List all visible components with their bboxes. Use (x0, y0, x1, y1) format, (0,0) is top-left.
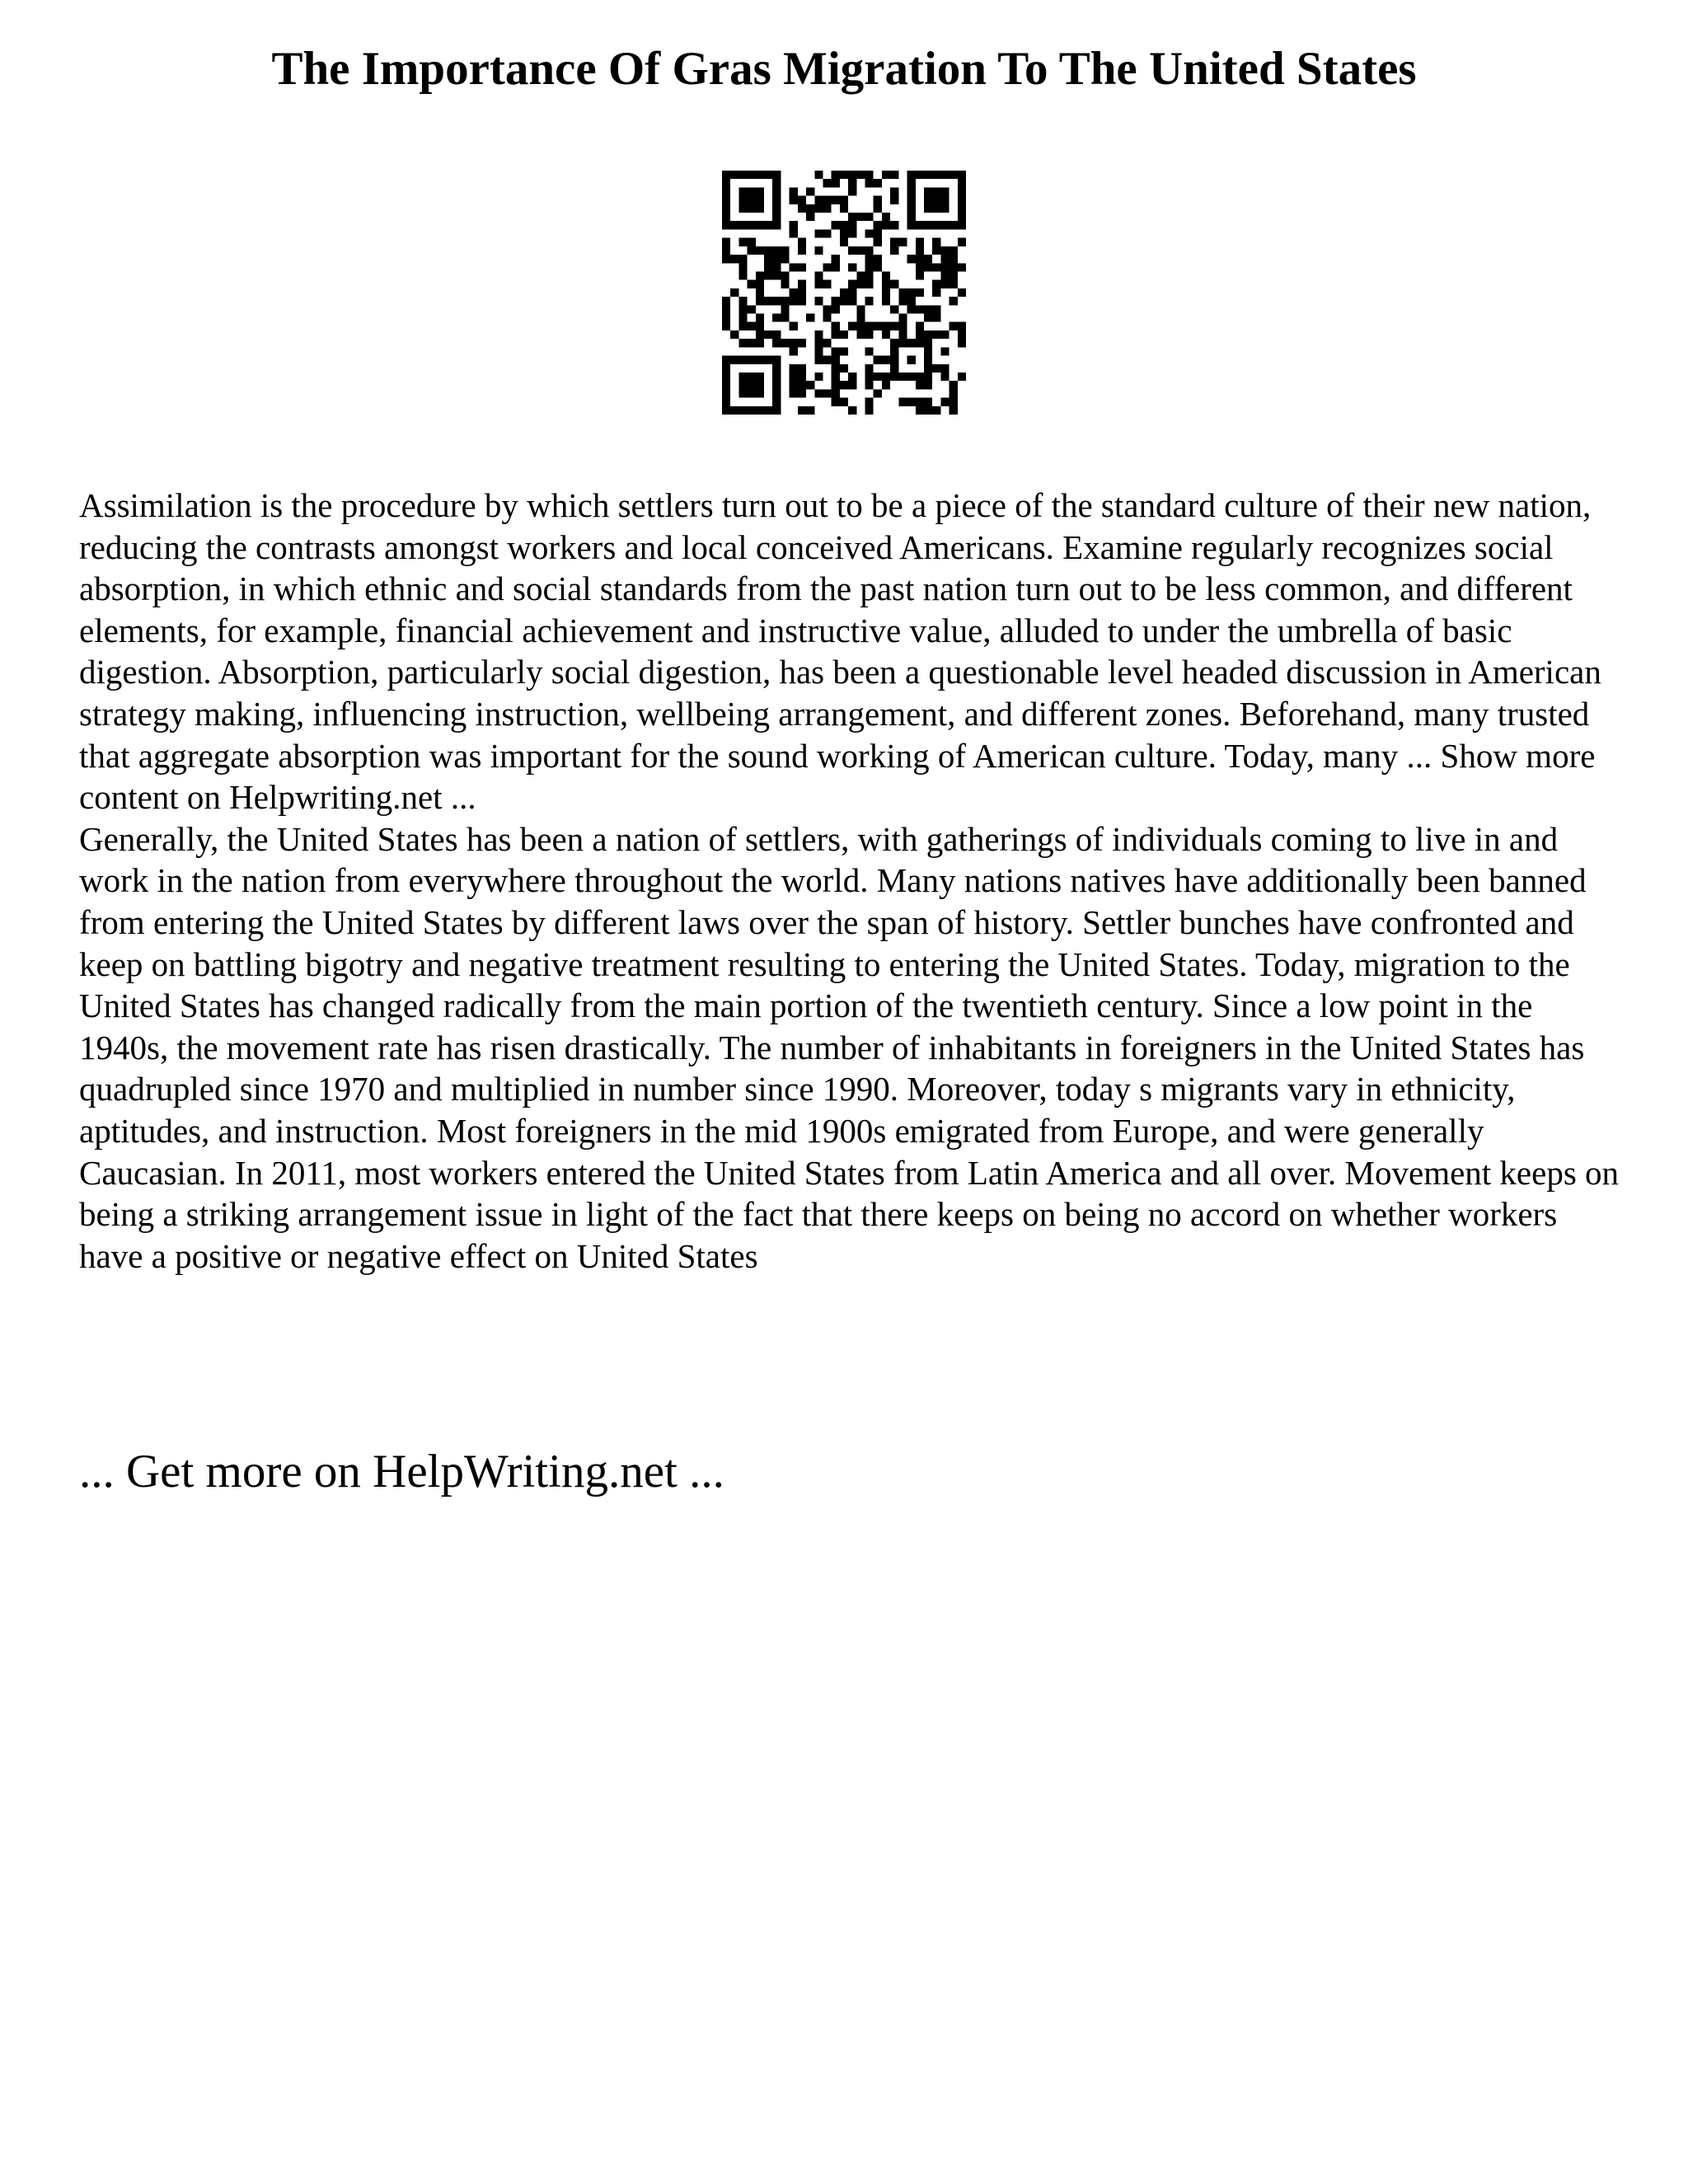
paragraph-1: Assimilation is the procedure by which settlers turn out to be a piece of the standard culture of their new nation, reducing the contrasts amongst workers and local conceived Americans. Examine regularly recognizes social absorption, in which ethnic and social standards from the past nation turn out to be less common, and different elements, for example, financial achievement and instructive value, alluded to under the umbrella of basic digestion. Absorption, particularly social digestion, has been a questionable level headed discussion in American strategy making, influencing instruction, wellbeing arrangement, and different zones. Beforehand, many trusted that aggregate absorption was important for the sound working of American culture. Today, many ... Show more content on Helpwriting.net ... (79, 486, 1601, 817)
page-title: The Importance Of Gras Migration To The United States (271, 43, 1417, 95)
article-body (79, 485, 1629, 1277)
qr-code-icon (722, 171, 966, 415)
paragraph-2: Generally, the United States has been a nation of settlers, with gatherings of individuals coming to live in and work in the nation from everywhere throughout the world. Many nations natives have additionally been banned from entering the United States by different laws over the span of history. Settler bunches have confronted and keep on battling bigotry and negative treatment resulting to entering the United States. Today, migration to the United States has changed radically from the main portion of the twentieth century. Since a low point in the 1940s, the movement rate has risen drastically. The number of inhabitants in foreigners in the United States has quadrupled since 1970 and multiplied in number since 1990. Moreover, today s migrants vary in ethnicity, aptitudes, and instruction. Most foreigners in the mid 1900s emigrated from Europe, and were generally Caucasian. In 2011, most workers entered the United States from Latin America and all over. Movement keeps on being a striking arrangement issue in light of the fact that there keeps on being no accord on whether workers have a positive or negative effect on United States (79, 819, 1620, 1275)
get-more-link[interactable]: ... Get more on HelpWriting.net ... (79, 1446, 724, 1497)
